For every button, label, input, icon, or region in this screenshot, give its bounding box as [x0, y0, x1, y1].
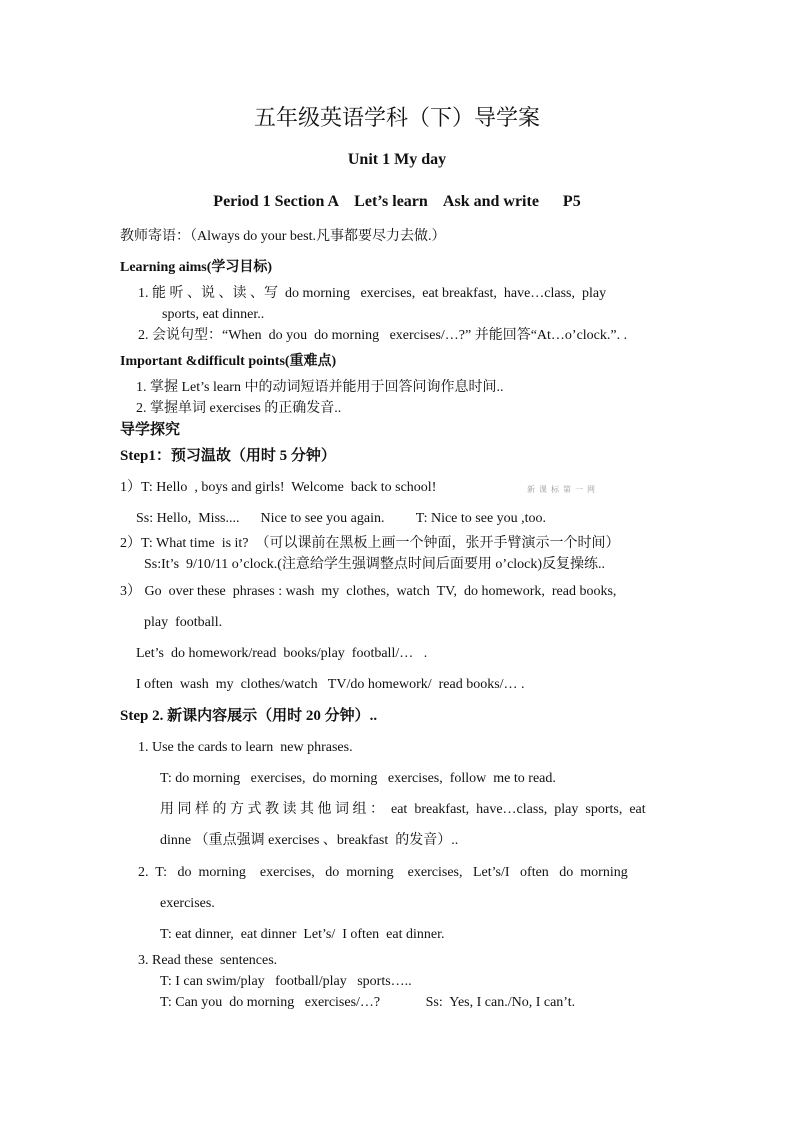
step2-line-1: 1. Use the cards to learn new phrases. — [138, 740, 353, 755]
page-title: 五年级英语学科（下）导学案 — [253, 105, 540, 130]
step2-line-7: T: eat dinner, eat dinner Let’s/ I often eat dinner. — [160, 927, 445, 942]
step2-heading: Step 2. 新课内容展示（用时 20 分钟）.. — [120, 708, 378, 724]
step1-line-7: Let’s do homework/read books/play football/… . — [136, 646, 428, 661]
step2-line-8: 3. Read these sentences. — [138, 953, 278, 968]
step1-line-3: 2）T: What time is it? （可以课前在黑板上画一个钟面，张开手臂演示一个时间） — [120, 536, 620, 551]
aims-item-1: 1. 能 听 、说 、读 、写 do morning exercises, eat breakfast, have…class, play — [138, 286, 607, 301]
unit-title: Unit 1 My day — [347, 151, 447, 168]
explore-heading: 导学探究 — [120, 422, 181, 438]
teacher-motto: 教师寄语：（Always do your best.凡事都要尽力去做.） — [120, 229, 446, 244]
step2-line-5: 2. T: do morning exercises, do morning exercises, Let’s/I often do morning — [138, 865, 628, 880]
step2-line-4: dinne （重点强调 exercises 、breakfast 的发音）.. — [160, 833, 459, 848]
step1-line-5: 3） Go over these phrases : wash my clothes, watch TV, do homework, read books, — [120, 584, 617, 599]
watermark-text: 新 课 标 第 一 网 — [527, 485, 596, 494]
aims-item-1-continued: sports, eat dinner.. — [162, 307, 265, 322]
step1-line-6: play football. — [144, 615, 223, 630]
step2-line-6: exercises. — [160, 896, 215, 911]
points-item-1: 1. 掌握 Let’s learn 中的动词短语并能用于回答问询作息时间.. — [136, 380, 504, 395]
points-item-2: 2. 掌握单词 exercises 的正确发音.. — [136, 401, 342, 416]
step2-line-2: T: do morning exercises, do morning exercises, follow me to read. — [160, 771, 556, 786]
aims-item-2: 2. 会说句型：“When do you do morning exercises/…?” 并能回答“At…o’clock.”. . — [138, 328, 628, 343]
step1-heading: Step1：预习温故（用时 5 分钟） — [120, 448, 336, 464]
step2-line-9: T: I can swim/play football/play sports….. — [160, 974, 412, 989]
step2-line-10: T: Can you do morning exercises/…? Ss: Yes, I can./No, I can’t. — [160, 995, 576, 1010]
aims-heading: Learning aims(学习目标) — [120, 260, 273, 275]
step1-line-8: I often wash my clothes/watch TV/do homework/ read books/… . — [136, 677, 525, 692]
period-title: Period 1 Section A Let’s learn Ask and write P5 — [213, 193, 581, 210]
step1-line-4: Ss:It’s 9/10/11 o’clock.(注意给学生强调整点时间后面要用 o’clock)反复操练.. — [144, 557, 606, 572]
step2-line-3: 用 同 样 的 方 式 教 读 其 他 词 组 ： eat breakfast, have…class, play sports, eat — [160, 802, 646, 817]
points-heading: Important &difficult points(重难点) — [120, 354, 337, 369]
step1-line-2: Ss: Hello, Miss.... Nice to see you again. T: Nice to see you ,too. — [136, 511, 547, 526]
step1-line-1: 1）T: Hello , boys and girls! Welcome back to school! — [120, 480, 437, 495]
